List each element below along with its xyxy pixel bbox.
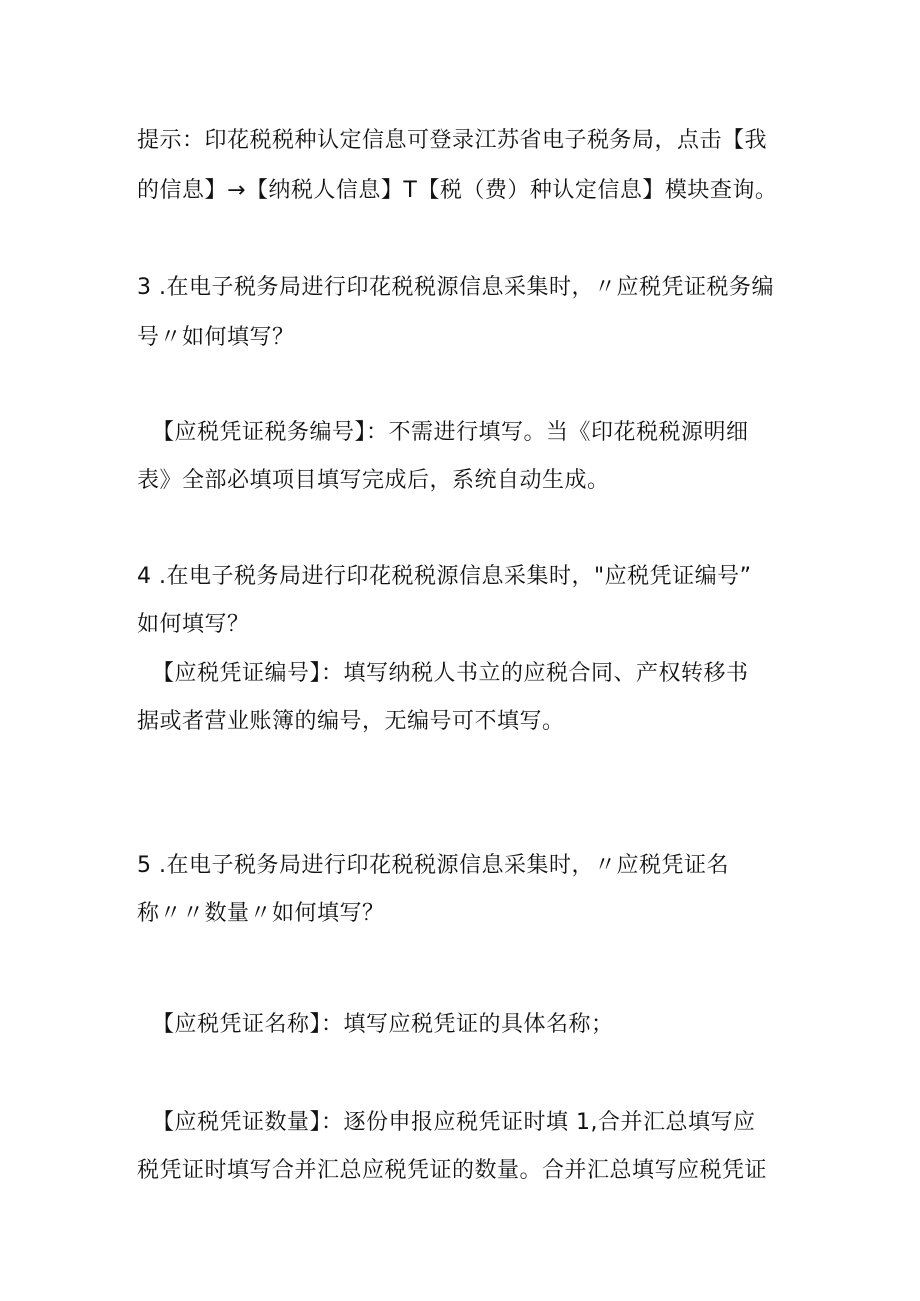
question-4-line-2: 如何填写？ <box>137 612 250 637</box>
tip-line-1: 提示：印花税税种认定信息可登录江苏省电子税务局，点击【我 <box>137 128 768 153</box>
question-3-line-1: 3 .在电子税务局进行印花税税源信息采集时，〃应税凭证税务编 <box>137 275 774 300</box>
question-5-line-1: 5 .在电子税务局进行印花税税源信息采集时，〃应税凭证名 <box>137 853 729 878</box>
question-5-line-2: 称〃〃数量〃如何填写？ <box>137 901 385 926</box>
answer-4-line-1: 【应税凭证编号】：填写纳税人书立的应税合同、产权转移书 <box>152 661 749 686</box>
answer-5-name-line: 【应税凭证名称】：填写应税凭证的具体名称； <box>152 1012 614 1037</box>
answer-5-quantity-line-2: 税凭证时填写合并汇总应税凭证的数量。合并汇总填写应税凭证 <box>137 1158 768 1183</box>
question-4-line-1: 4 .在电子税务局进行印花税税源信息采集时，"应税凭证编号” <box>137 564 752 589</box>
answer-3-line-2: 表》全部必填项目填写完成后，系统自动生成。 <box>137 468 610 493</box>
question-3-line-2: 号〃如何填写？ <box>137 325 295 350</box>
answer-4-line-2: 据或者营业账簿的编号，无编号可不填写。 <box>137 709 565 734</box>
tip-line-2: 的信息】→【纳税人信息】T【税（费）种认定信息】模块查询。 <box>137 178 778 203</box>
answer-5-quantity-line-1: 【应税凭证数量】：逐份申报应税凭证时填 1,合并汇总填写应 <box>152 1110 756 1135</box>
answer-3-line-1: 【应税凭证税务编号】：不需进行填写。当《印花税税源明细 <box>152 420 749 445</box>
